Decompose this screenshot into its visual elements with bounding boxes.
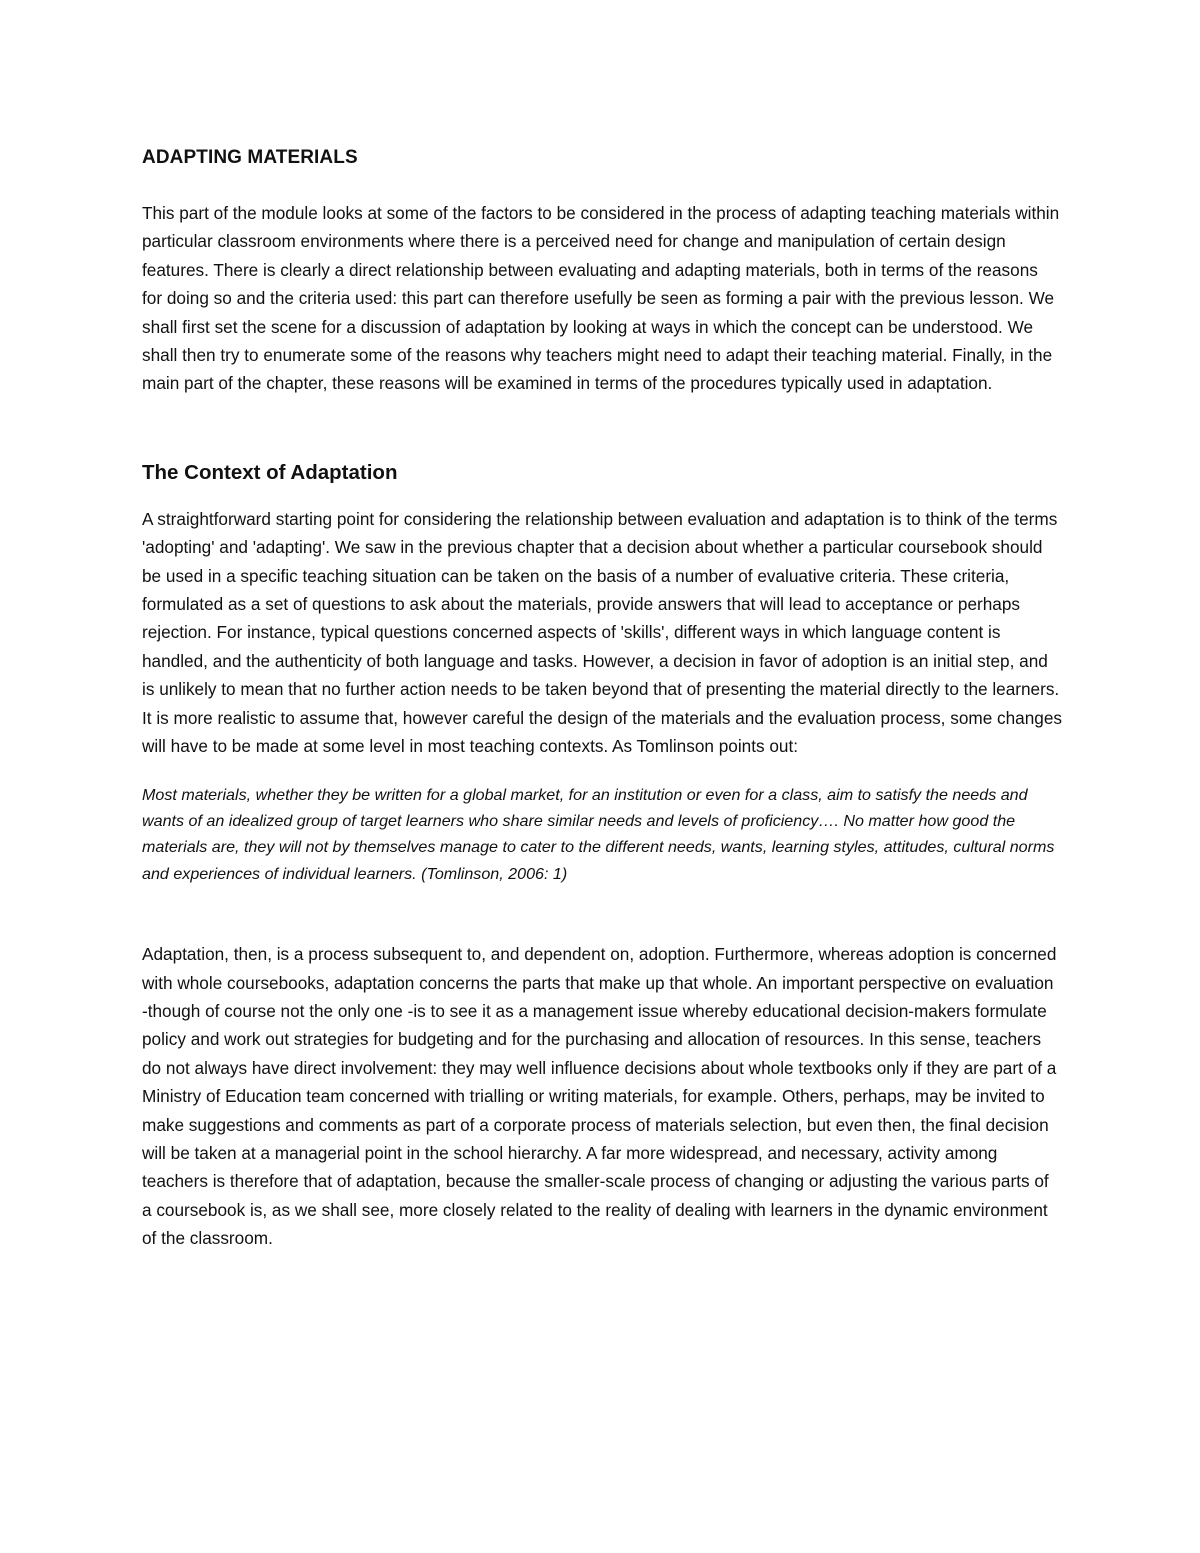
context-paragraph: A straightforward starting point for considering the relationship between evaluation and adaptation is to think of the terms 'adopting' and 'adapting'. We saw in the previous chapter that a decision about whether a particular coursebook should be used in a specific teaching situation can be taken on the basis of a number of evaluative criteria. These criteria, formulated as a set of questions to ask about the materials, provide answers that will lead to acceptance or perhaps rejection. For instance, typical questions concerned aspects of 'skills', different ways in which language content is handled, and the authenticity of both language and tasks. However, a decision in favor of adoption is an initial step, and is unlikely to mean that no further action needs to be taken beyond that of presenting the material directly to the learners. It is more realistic to assume that, however careful the design of the materials and the evaluation process, some changes will have to be made at some level in most teaching contexts. As Tomlinson points out: bbox=[142, 508, 1063, 757]
block-quote: Most materials, whether they be written for a global market, for an institution or even for a class, aim to satisfy the needs and wants of an idealized group of target learners who share similar needs and levels of proficiency…. No matter how good the materials are, they will not by themselves manage to cater to the different needs, wants, learning styles, attitudes, cultural norms and experiences of individual learners. (Tomlinson, 2006: 1) bbox=[142, 785, 1055, 883]
document-title: ADAPTING MATERIALS bbox=[142, 147, 358, 168]
intro-paragraph: This part of the module looks at some of the factors to be considered in the process of adapting teaching materials within particular classroom environments where there is a perceived need for change and manipulation of certain design features. There is clearly a direct relationship between evaluating and adapting materials, both in terms of the reasons for doing so and the criteria used: this part can therefore usefully be seen as forming a pair with the previous lesson. We shall first set the scene for a discussion of adaptation by looking at ways in which the concept can be understood. We shall then try to enumerate some of the reasons why teachers might need to adapt their teaching material. Finally, in the main part of the chapter, these reasons will be examined in terms of the procedures typically used in adaptation. bbox=[142, 203, 1060, 394]
section-heading: The Context of Adaptation bbox=[142, 460, 398, 484]
closing-paragraph: Adaptation, then, is a process subsequent to, and dependent on, adoption. Furthermore, whereas adoption is concerned with whole coursebooks, adaptation concerns the parts that make up that whole. An important perspective on evaluation -though of course not the only one -is to see it as a management issue whereby educational decision-makers formulate policy and work out strategies for budgeting and for the purchasing and allocation of resources. In this sense, teachers do not always have direct involvement: they may well influence decisions about whole textbooks only if they are part of a Ministry of Education team concerned with trialling or writing materials, for example. Others, perhaps, may be invited to make suggestions and comments as part of a corporate process of materials selection, but even then, the final decision will be taken at a managerial point in the school hierarchy. A far more widespread, and necessary, activity among teachers is therefore that of adaptation, because the smaller-scale process of changing or adjusting the various parts of a coursebook is, as we shall see, more closely related to the reality of dealing with learners in the dynamic environment of the classroom. bbox=[142, 944, 1057, 1249]
document-page bbox=[142, 138, 1062, 1253]
